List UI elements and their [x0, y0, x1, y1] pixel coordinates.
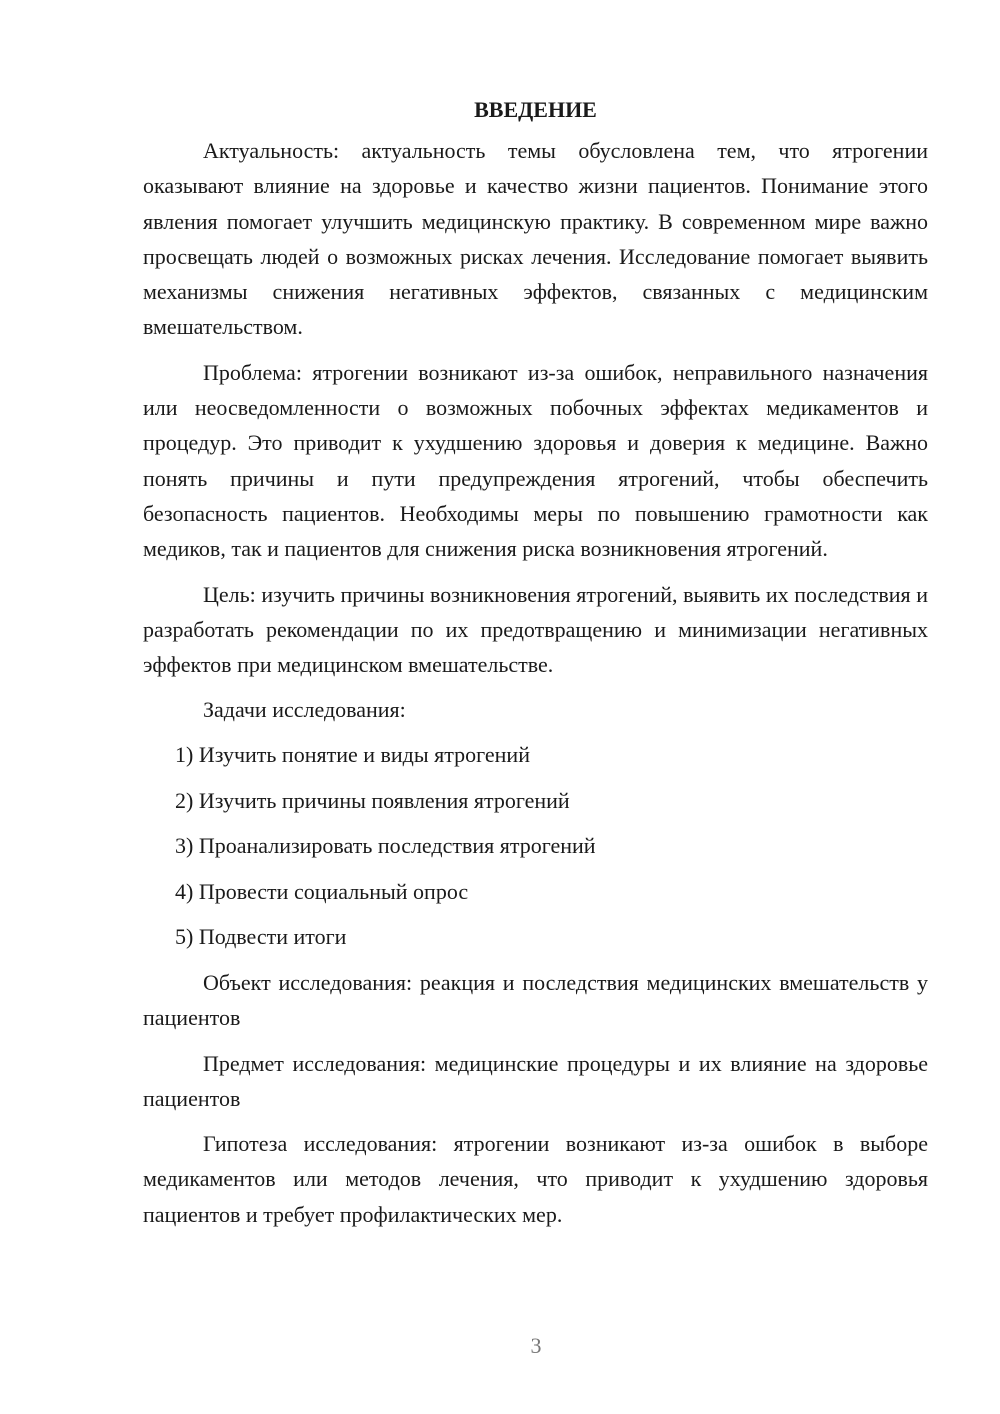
problem-paragraph: Проблема: ятрогении возникают из-за ошибок, неправильного назначения или неосведомленности о возможных побочных эффектах медикаментов и процедур. Это приводит к ухудшению здоровья и доверия к медицине. Важно понять причины и пути предупреждения ятрогений, чтобы обеспечить безопасность пациентов. Необходимы меры по повышению грамотности как медиков, так и пациентов для снижения риска возникновения ятрогений. [143, 359, 928, 562]
page-title: ВВЕДЕНИЕ [474, 97, 597, 122]
task-item: 4) Провести социальный опрос [175, 878, 469, 904]
subject-paragraph: Предмет исследования: медицинские процедуры и их влияние на здоровье пациентов [143, 1050, 928, 1111]
task-item: 5) Подвести итоги [175, 924, 347, 950]
document-page [143, 92, 928, 1242]
page-number: 3 [530, 1333, 542, 1358]
task-item: 1) Изучить понятие и виды ятрогений [175, 742, 530, 768]
hypothesis-paragraph: Гипотеза исследования: ятрогении возникают из-за ошибок в выборе медикаментов или методов лечения, что приводит к ухудшению здоровья пациентов и требует профилактических мер. [143, 1131, 928, 1227]
object-paragraph: Объект исследования: реакция и последствия медицинских вмешательств у пациентов [143, 969, 928, 1031]
task-item: 3) Проанализировать последствия ятрогений [175, 833, 596, 859]
task-item: 2) Изучить причины появления ятрогений [175, 787, 570, 813]
relevance-paragraph: Актуальность: актуальность темы обусловлена тем, что ятрогении оказывают влияние на здоровье и качество жизни пациентов. Понимание этого явления помогает улучшить медицинскую практику. В современном мире важно просвещать людей о возможных рисках лечения. Исследование помогает выявить механизмы снижения негативных эффектов, связанных с медицинским вмешательством. [143, 138, 928, 340]
task-list [143, 737, 928, 954]
tasks-heading: Задачи исследования: [203, 697, 406, 723]
goal-paragraph: Цель: изучить причины возникновения ятрогений, выявить их последствия и разработать рекомендации по их предотвращению и минимизации негативных эффектов при медицинском вмешательстве. [143, 581, 928, 678]
